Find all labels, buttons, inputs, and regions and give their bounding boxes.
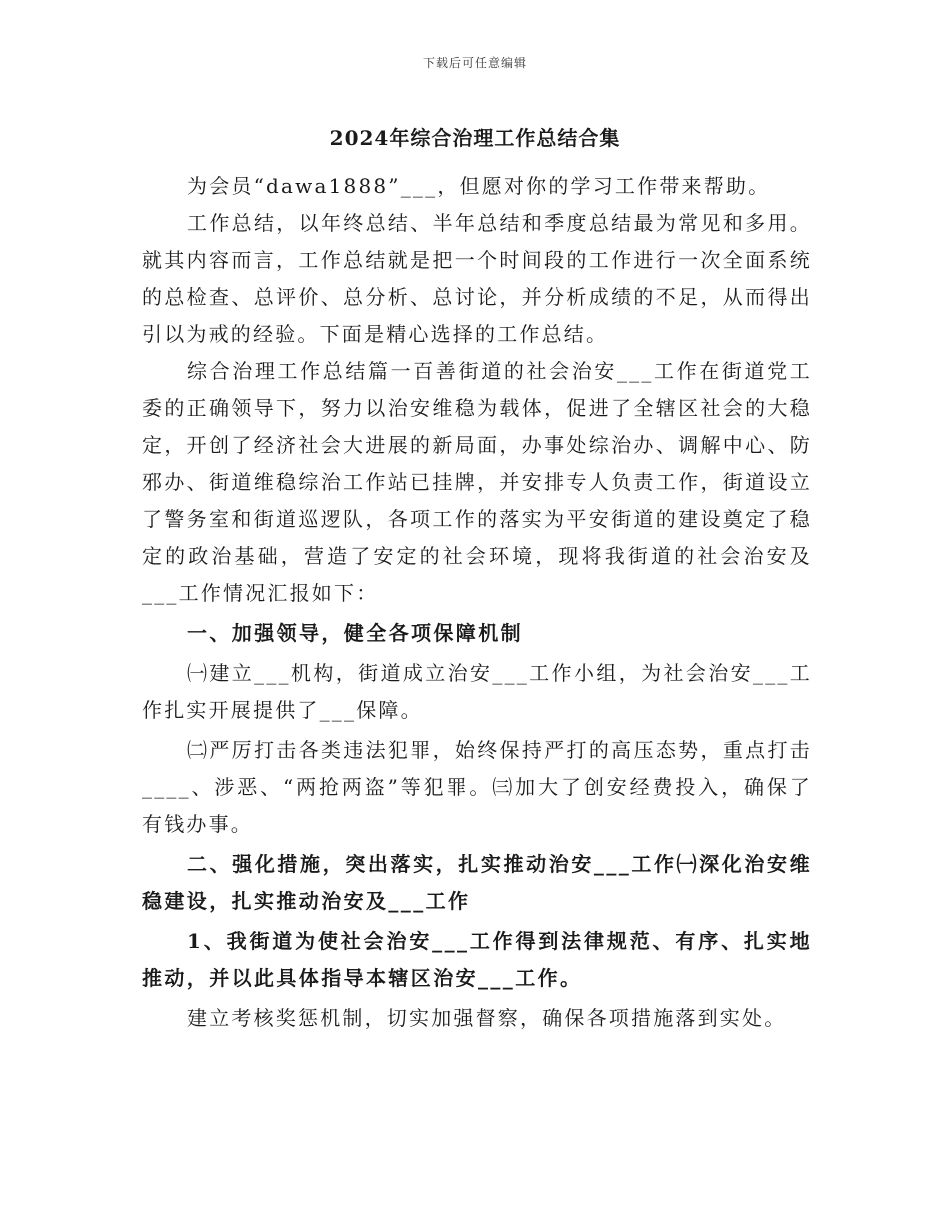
report-paragraph: 综合治理工作总结篇一百善街道的社会治安___工作在街道党工委的正确领导下，努力以治安维稳为载体，促进了全辖区社会的大稳定，开创了经济社会大进展的新局面，办事处综治办、调解中心、防邪办、街道维稳综治工作站已挂牌，并安排专人负责工作，街道设立了警务室和街道巡逻队，各项工作的落实为平安街道的建设奠定了稳定的政治基础，营造了安定的社会环境，现将我街道的社会治安及___工作情况汇报如下：: [142, 359, 812, 605]
paragraph-item-1: ㈠建立___机构，街道成立治安___工作小组，为社会治安___工作扎实开展提供了___保障。: [142, 661, 812, 722]
document-body: [142, 168, 812, 1037]
document-title: 2024年综合治理工作总结合集: [329, 126, 621, 150]
paragraph-item-2: ㈡严厉打击各类违法犯罪，始终保持严打的高压态势，重点打击____、涉恶、“两抢两盗”等犯罪。㈢加大了创安经费投入，确保了有钱办事。: [142, 738, 812, 836]
header-note: 下载后可任意编辑: [422, 56, 527, 70]
section-heading-1: 一、加强领导，健全各项保障机制: [187, 621, 523, 645]
intro-paragraph: 为会员“dawa1888”___，但愿对你的学习工作带来帮助。: [187, 174, 771, 198]
bold-paragraph-1: 1、我街道为使社会治安___工作得到法律规范、有序、扎实地推动，并以此具体指导本辖区治安___工作。: [142, 929, 812, 990]
closing-paragraph: 建立考核奖惩机制，切实加强督察，确保各项措施落到实处。: [187, 1006, 787, 1030]
section-heading-2: 二、强化措施，突出落实，扎实推动治安___工作㈠深化治安维稳建设，扎实推动治安及___工作: [142, 852, 812, 913]
summary-paragraph: 工作总结，以年终总结、半年总结和季度总结最为常见和多用。就其内容而言，工作总结就是把一个时间段的工作进行一次全面系统的总检查、总评价、总分析、总讨论，并分析成绩的不足，从而得出引以为戒的经验。下面是精心选择的工作总结。: [142, 211, 812, 346]
